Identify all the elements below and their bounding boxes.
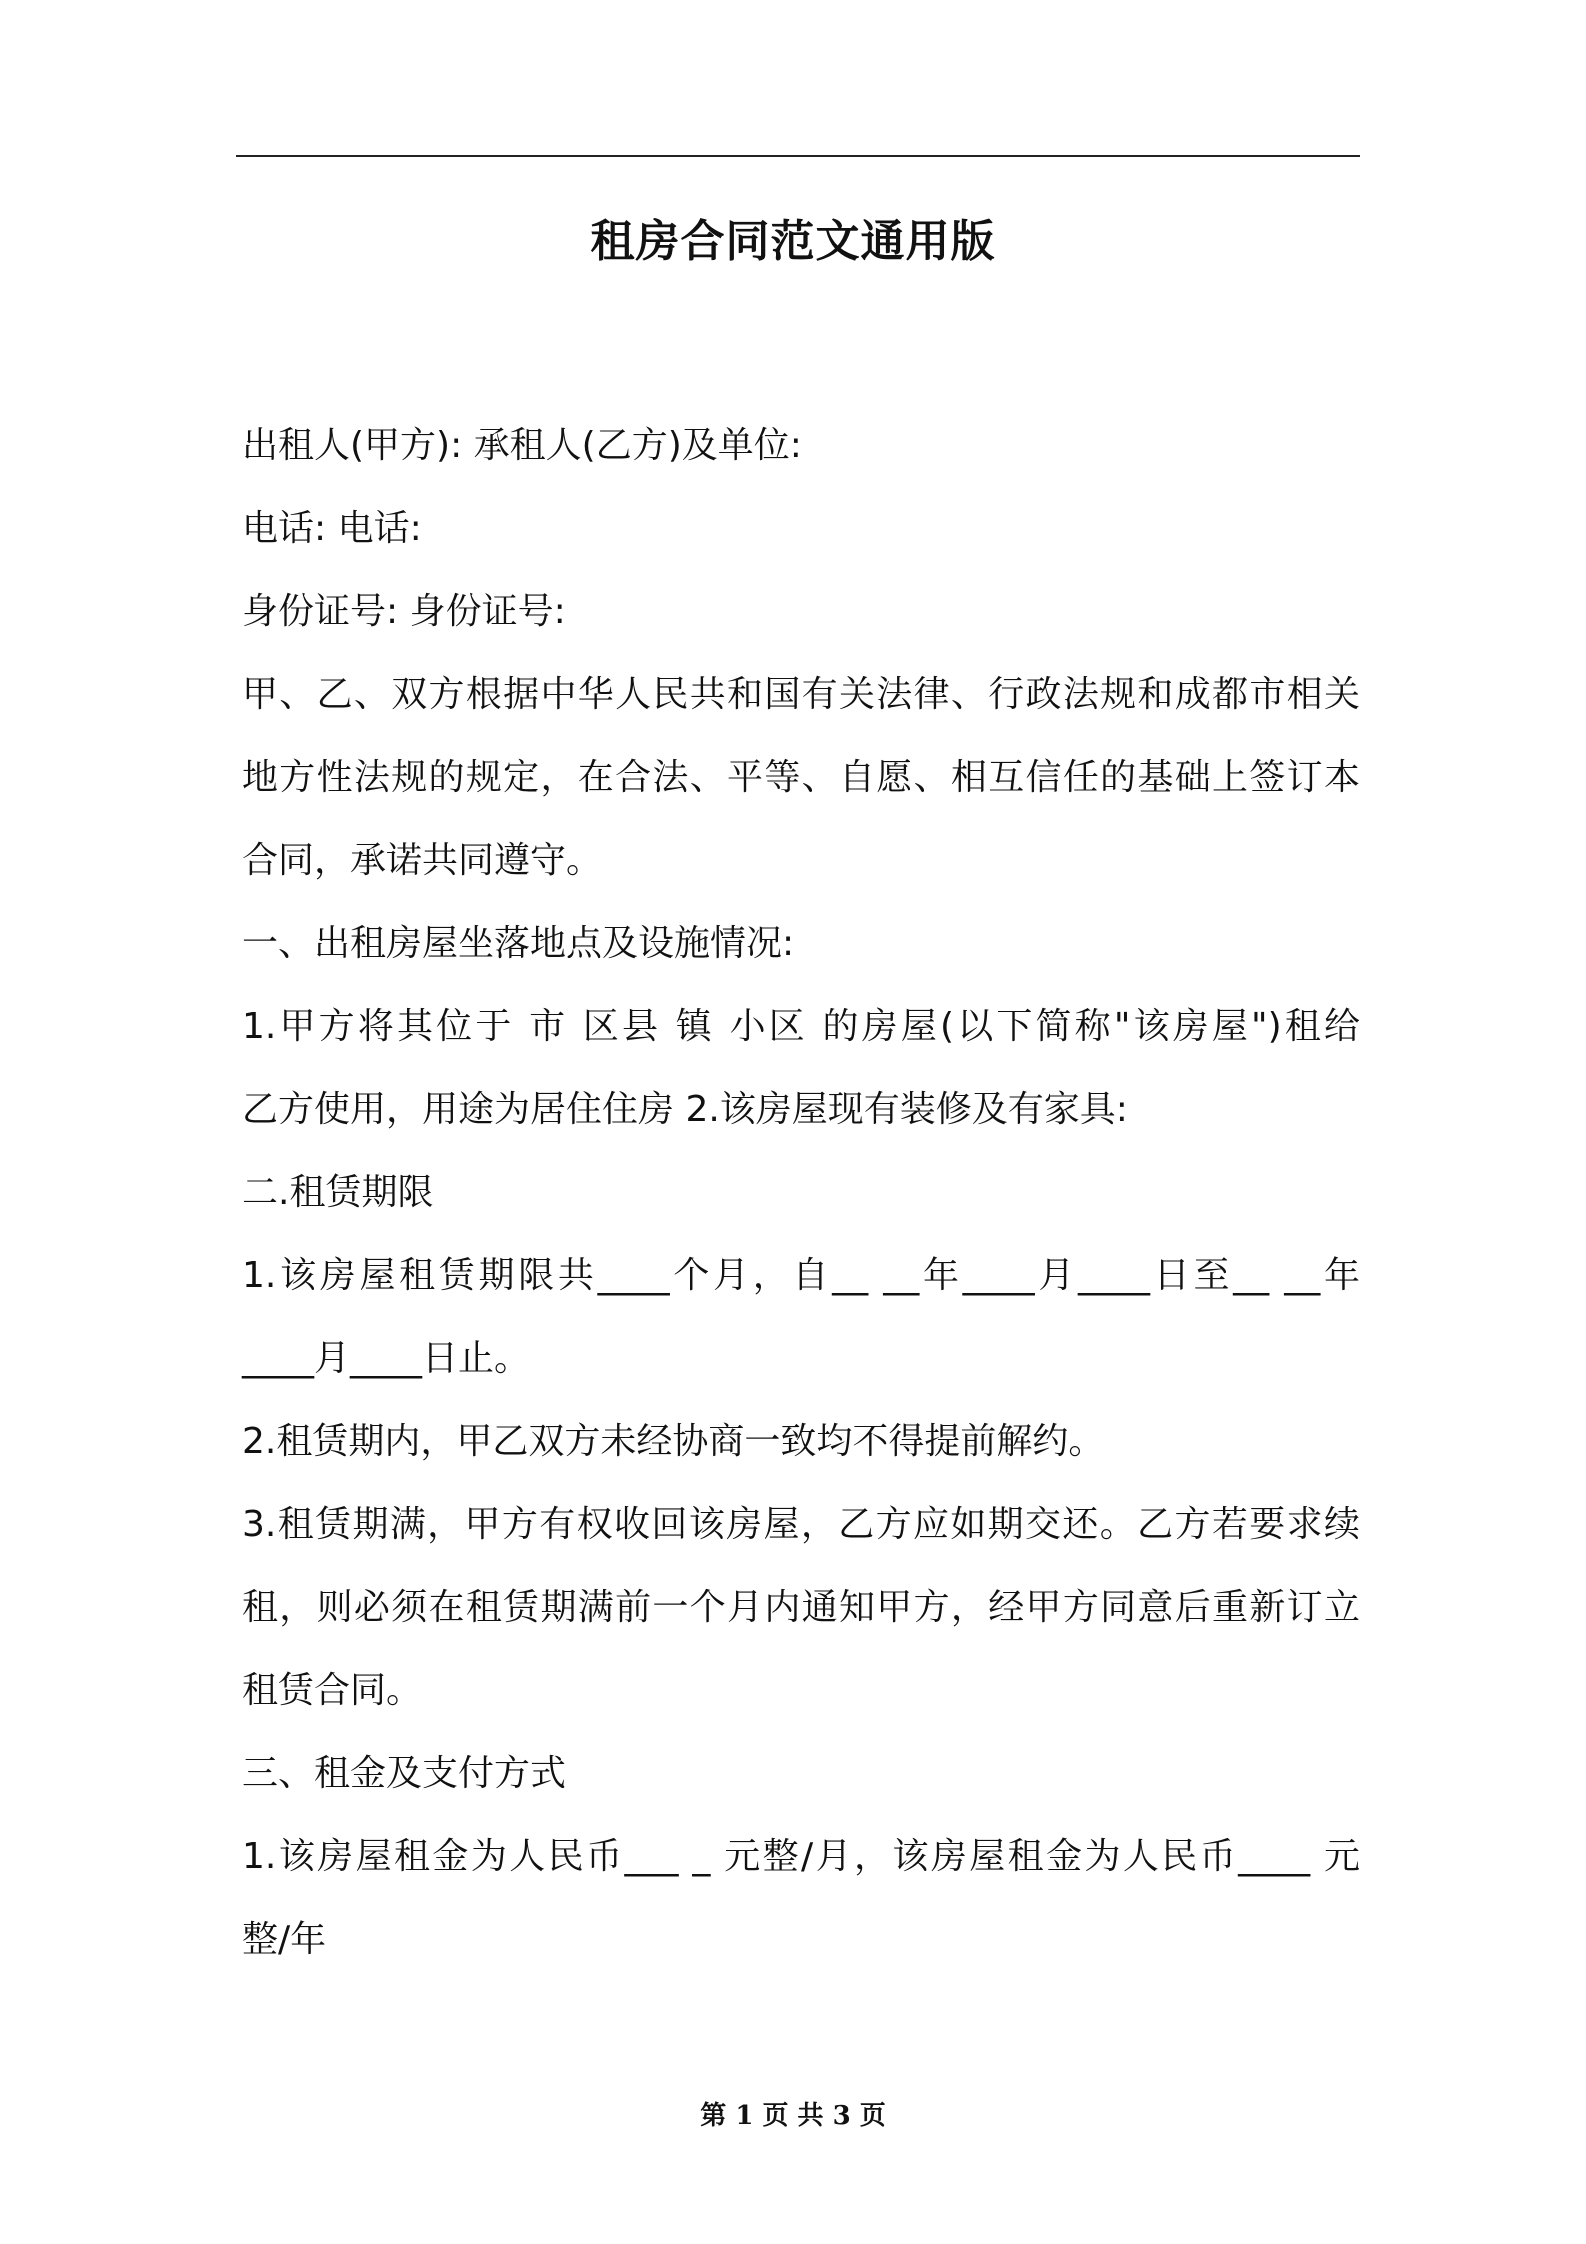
document-body	[242, 404, 1360, 1981]
preamble-line-2: 地方性法规的规定，在合法、平等、自愿、相互信任的基础上签订本	[242, 757, 1360, 798]
clause-2-3-line-3: 租赁合同。	[242, 1670, 423, 1711]
preamble-line-1: 甲、乙、双方根据中华人民共和国有关法律、行政法规和成都市相关	[242, 674, 1360, 715]
id-number-line: 身份证号: 身份证号:	[242, 591, 566, 632]
section-3-heading: 三、租金及支付方式	[242, 1753, 567, 1794]
section-1-heading: 一、出租房屋坐落地点及设施情况:	[242, 923, 795, 964]
phone-line: 电话: 电话:	[242, 508, 422, 549]
clause-2-3-line-1: 3.租赁期满，甲方有权收回该房屋，乙方应如期交还。乙方若要求续	[242, 1504, 1360, 1545]
clause-3-1-line-2: 整/年	[242, 1919, 327, 1960]
header-rule	[236, 155, 1360, 157]
party-line: 出租人(甲方): 承租人(乙方)及单位:	[242, 425, 802, 466]
clause-2-1-line-1: 1.该房屋租赁期限共____个月，自__ __年____月____日至__ __年	[242, 1255, 1360, 1296]
clause-3-1-line-1: 1.该房屋租金为人民币___ _ 元整/月，该房屋租金为人民币____ 元	[242, 1836, 1360, 1877]
section-2-heading: 二.租赁期限	[242, 1172, 434, 1213]
clause-2-2: 2.租赁期内，甲乙双方未经协商一致均不得提前解约。	[242, 1421, 1105, 1462]
document-title: 租房合同范文通用版	[590, 216, 996, 267]
page-footer: 第 1 页 共 3 页	[700, 2101, 886, 2131]
clause-2-1-line-2: ____月____日止。	[242, 1338, 531, 1379]
clause-1-1-line-1: 1.甲方将其位于 市 区县 镇 小区 的房屋(以下简称"该房屋")租给	[242, 1006, 1360, 1047]
preamble-line-3: 合同，承诺共同遵守。	[242, 840, 603, 881]
clause-1-1-line-2: 乙方使用，用途为居住住房 2.该房屋现有装修及有家具:	[242, 1089, 1128, 1130]
clause-2-3-line-2: 租，则必须在租赁期满前一个月内通知甲方，经甲方同意后重新订立	[242, 1587, 1360, 1628]
